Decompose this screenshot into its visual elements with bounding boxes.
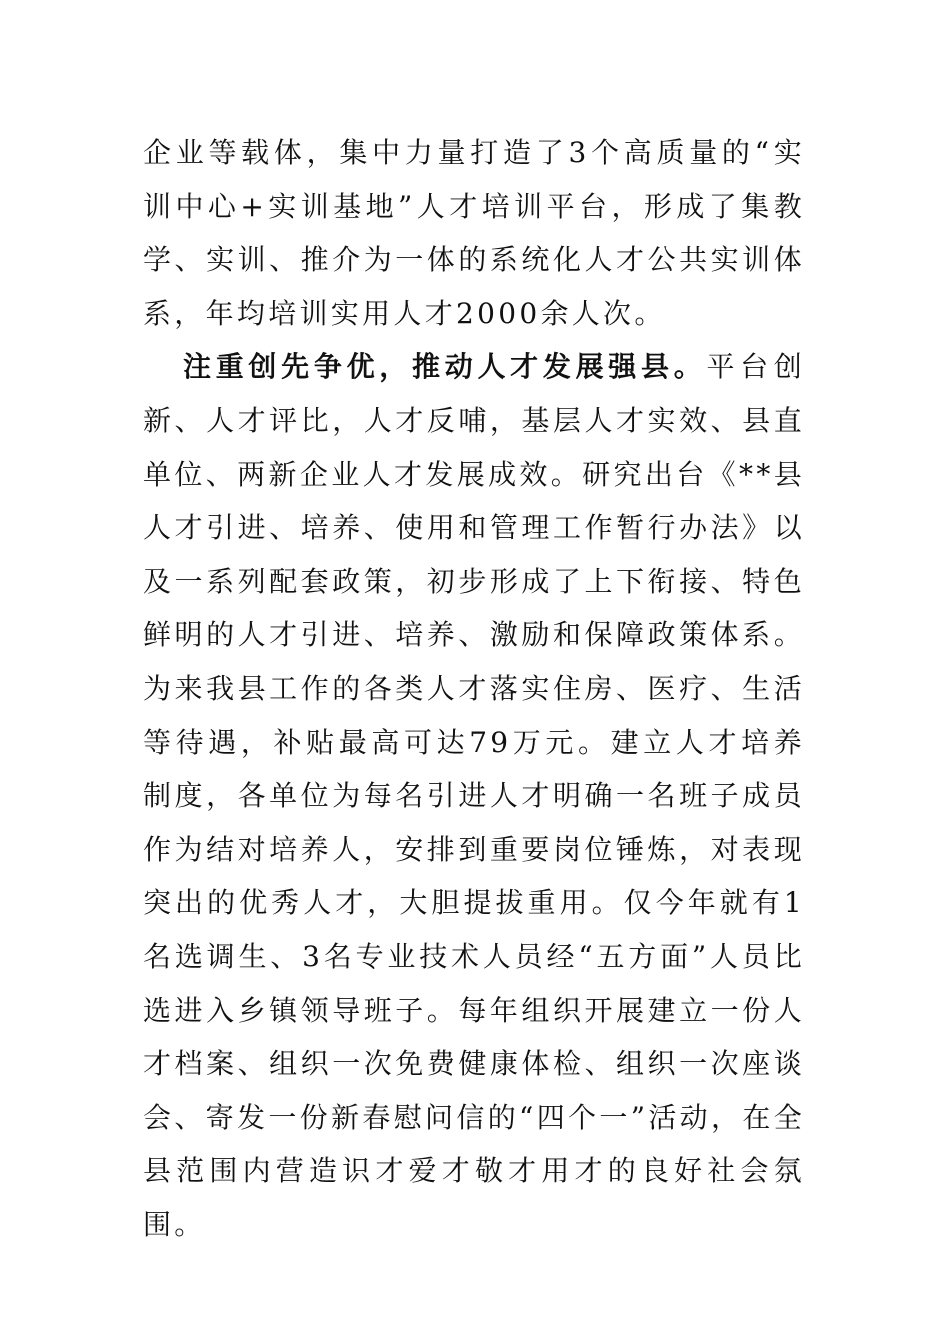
paragraph-text: 企业等载体，集中力量打造了3个高质量的“实训中心+实训基地”人才培训平台，形成了集教学、实训、推介为一体的系统化人才公共实训体系，年均培训实用人才2000余人次。 xyxy=(143,136,805,330)
document-body xyxy=(143,126,805,1251)
paragraph-talent-development xyxy=(143,340,805,1251)
section-heading: 注重创先争优，推动人才发展强县。 xyxy=(183,350,707,384)
paragraph-text: 平台创新、人才评比，人才反哺，基层人才实效、县直单位、两新企业人才发展成效。研究出台《**县人才引进、培养、使用和管理工作暂行办法》以及一系列配套政策，初步形成了上下衔接、特色鲜明的人才引进、培养、激励和保障政策体系。为来我县工作的各类人才落实住房、医疗、生活等待遇，补贴最高可达79万元。建立人才培养制度，各单位为每名引进人才明确一名班子成员作为结对培养人，安排到重要岗位锤炼，对表现突出的优秀人才，大胆提拔重用。仅今年就有1名选调生、3名专业技术人员经“五方面”人员比选进入乡镇领导班子。每年组织开展建立一份人才档案、组织一次免费健康体检、组织一次座谈会、寄发一份新春慰问信的“四个一”活动，在全县范围内营造识才爱才敬才用才的良好社会氛围。 xyxy=(143,350,806,1241)
paragraph-training-platform xyxy=(143,126,805,340)
